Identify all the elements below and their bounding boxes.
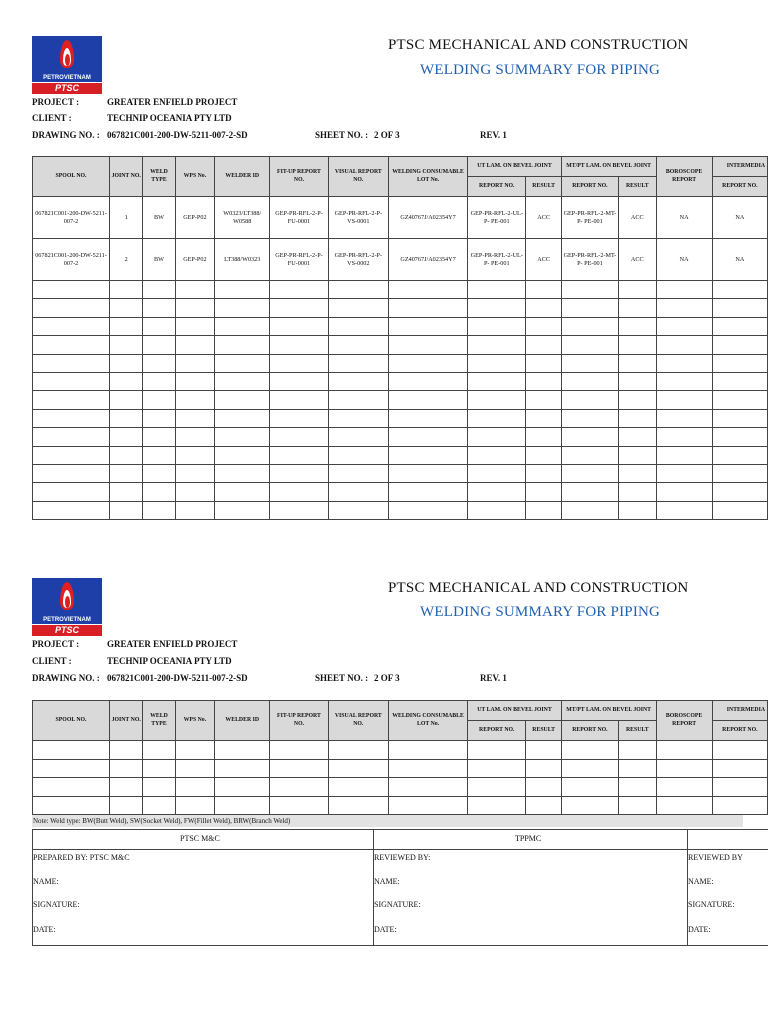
col-ut-group: UT LAM. ON BEVEL JOINT — [468, 157, 562, 177]
col-ut-result: RESULT — [526, 721, 561, 741]
signature-label: SIGNATURE: — [374, 900, 421, 909]
col-consumable: WELDING CONSUMABLE LOT No. — [389, 701, 468, 741]
prepared-by-label: PREPARED BY: PTSC M&C — [33, 853, 130, 862]
drawing-value: 067821C001-200-DW-5211-007-2-SD — [107, 673, 248, 683]
project-value: GREATER ENFIELD PROJECT — [107, 97, 238, 107]
drawing-value: 067821C001-200-DW-5211-007-2-SD — [107, 130, 248, 140]
ptsc-logo: PETROVIETNAM PTSC — [32, 36, 102, 94]
company-title: PTSC MECHANICAL AND CONSTRUCTION — [388, 37, 689, 53]
table-row — [33, 446, 768, 464]
welding-summary-table-1 — [32, 156, 766, 526]
signature-label: SIGNATURE: — [33, 900, 80, 909]
drawing-label: DRAWING NO. : — [32, 130, 100, 140]
signoff-tppmc-header: TPPMC — [515, 834, 542, 843]
rev-label: REV. 1 — [480, 130, 507, 140]
col-visual: VISUAL REPORT NO. — [328, 157, 388, 197]
table-row — [33, 354, 768, 372]
cell-wps: GEP-P02 — [175, 239, 215, 281]
client-label: CLIENT : — [32, 113, 72, 123]
cell-fitup: GEP-PR-RFL-2-P-FU-0001 — [270, 239, 328, 281]
col-ut-group: UT LAM. ON BEVEL JOINT — [468, 701, 562, 721]
table-row — [33, 336, 768, 354]
cell-welder: LT388/W0323 — [215, 239, 270, 281]
table-row — [33, 501, 768, 519]
table-row — [33, 741, 768, 760]
cell-boroscope: NA — [656, 239, 712, 281]
table-row — [33, 391, 768, 409]
cell-consumable: GZ40767J/A02354Y7 — [389, 239, 468, 281]
date-label: DATE: — [33, 925, 56, 934]
col-mt-report: REPORT NO. — [561, 177, 618, 197]
document-title: WELDING SUMMARY FOR PIPING — [420, 62, 661, 78]
col-welder: WELDER ID — [215, 701, 270, 741]
col-mt-result: RESULT — [619, 177, 656, 197]
table-row — [33, 464, 768, 482]
sheet-label: SHEET NO. : — [315, 130, 369, 140]
table-row — [33, 409, 768, 427]
col-intermediate: INTERMEDIA — [712, 157, 767, 177]
name-label: NAME: — [33, 877, 59, 886]
project-label: PROJECT : — [32, 639, 80, 649]
table-row — [33, 239, 768, 281]
cell-ut-result: ACC — [526, 197, 561, 239]
cell-wps: GEP-P02 — [175, 197, 215, 239]
col-joint: JOINT NO. — [110, 157, 143, 197]
cell-weld-type: BW — [143, 239, 175, 281]
col-boroscope: BOROSCOPE REPORT — [656, 701, 712, 741]
drawing-label: DRAWING NO. : — [32, 673, 100, 683]
col-mt-group: MT/PT LAM. ON BEVEL JOINT — [561, 157, 656, 177]
cell-visual: GEP-PR-RFL-2-P-VS-0001 — [328, 197, 388, 239]
cell-mt-report: GEP-PR-RFL-2-MT-P- PE-001 — [561, 239, 618, 281]
client-value: TECHNIP OCEANIA PTY LTD — [107, 113, 232, 123]
cell-spool: 067821C001-200-DW-5211-007-2 — [33, 197, 110, 239]
rev-label: REV. 1 — [480, 673, 507, 683]
cell-ut-result: ACC — [526, 239, 561, 281]
col-ut-report: REPORT NO. — [468, 177, 526, 197]
col-ut-report: REPORT NO. — [468, 721, 526, 741]
client-label: CLIENT : — [32, 656, 72, 666]
table-row — [33, 317, 768, 335]
cell-mt-result: ACC — [619, 239, 656, 281]
col-boroscope: BOROSCOPE REPORT — [656, 157, 712, 197]
date-label: DATE: — [688, 925, 711, 934]
cell-fitup: GEP-PR-RFL-2-P-FU-0001 — [270, 197, 328, 239]
welding-summary-table-2 — [32, 700, 766, 816]
col-int-report: REPORT NO. — [712, 177, 767, 197]
col-spool: SPOOL NO. — [33, 701, 110, 741]
cell-joint: 1 — [110, 197, 143, 239]
table-row — [33, 197, 768, 239]
col-mt-report: REPORT NO. — [561, 721, 618, 741]
col-fitup: FIT-UP REPORT NO. — [270, 701, 328, 741]
cell-mt-report: GEP-PR-RFL-2-MT-P- PE-001 — [561, 197, 618, 239]
col-visual: VISUAL REPORT NO. — [328, 701, 388, 741]
name-label: NAME: — [374, 877, 400, 886]
col-mt-group: MT/PT LAM. ON BEVEL JOINT — [561, 701, 656, 721]
table-row — [33, 796, 768, 815]
signoff-block — [32, 829, 768, 945]
sheet-label: SHEET NO. : — [315, 673, 369, 683]
table-row — [33, 759, 768, 778]
project-label: PROJECT : — [32, 97, 80, 107]
ptsc-logo: PETROVIETNAM PTSC — [32, 578, 102, 636]
table-row — [33, 372, 768, 390]
sheet-value: 2 OF 3 — [374, 673, 400, 683]
col-mt-result: RESULT — [619, 721, 656, 741]
col-welder: WELDER ID — [215, 157, 270, 197]
cell-ut-report: GEP-PR-RFL-2-UL-P- PE-001 — [468, 197, 526, 239]
cell-weld-type: BW — [143, 197, 175, 239]
col-consumable: WELDING CONSUMABLE LOT No. — [389, 157, 468, 197]
date-label: DATE: — [374, 925, 397, 934]
cell-ut-report: GEP-PR-RFL-2-UL-P- PE-001 — [468, 239, 526, 281]
reviewed-by-label: REVIEWED BY — [688, 853, 743, 862]
col-wps: WPS No. — [175, 701, 215, 741]
table-row — [33, 778, 768, 797]
client-value: TECHNIP OCEANIA PTY LTD — [107, 656, 232, 666]
sheet-value: 2 OF 3 — [374, 130, 400, 140]
col-weld-type: WELD TYPE — [143, 701, 175, 741]
name-label: NAME: — [688, 877, 714, 886]
weld-type-note: Note: Weld type: BW(Butt Weld), SW(Socket Weld), FW(Fillet Weld), BRW(Branch Weld) — [32, 815, 743, 827]
cell-boroscope: NA — [656, 197, 712, 239]
cell-joint: 2 — [110, 239, 143, 281]
document-title: WELDING SUMMARY FOR PIPING — [420, 604, 661, 620]
col-intermediate: INTERMEDIA — [712, 701, 767, 721]
col-joint: JOINT NO. — [110, 701, 143, 741]
table-row — [33, 483, 768, 501]
company-title: PTSC MECHANICAL AND CONSTRUCTION — [388, 580, 689, 596]
cell-welder: W0323/LT388/ W0588 — [215, 197, 270, 239]
cell-visual: GEP-PR-RFL-2-P-VS-0002 — [328, 239, 388, 281]
table-row — [33, 281, 768, 299]
signoff-ptsc-header: PTSC M&C — [180, 834, 220, 843]
col-ut-result: RESULT — [526, 177, 561, 197]
cell-consumable: GZ40767J/A02354Y7 — [389, 197, 468, 239]
cell-spool: 067821C001-200-DW-5211-007-2 — [33, 239, 110, 281]
table-row — [33, 428, 768, 446]
project-value: GREATER ENFIELD PROJECT — [107, 639, 238, 649]
col-weld-type: WELD TYPE — [143, 157, 175, 197]
table-row — [33, 299, 768, 317]
signature-label: SIGNATURE: — [688, 900, 735, 909]
cell-int-report: NA — [712, 239, 767, 281]
cell-int-report: NA — [712, 197, 767, 239]
col-wps: WPS No. — [175, 157, 215, 197]
col-fitup: FIT-UP REPORT NO. — [270, 157, 328, 197]
col-int-report: REPORT NO. — [712, 721, 767, 741]
reviewed-by-label: REVIEWED BY: — [374, 853, 431, 862]
col-spool: SPOOL NO. — [33, 157, 110, 197]
cell-mt-result: ACC — [619, 197, 656, 239]
